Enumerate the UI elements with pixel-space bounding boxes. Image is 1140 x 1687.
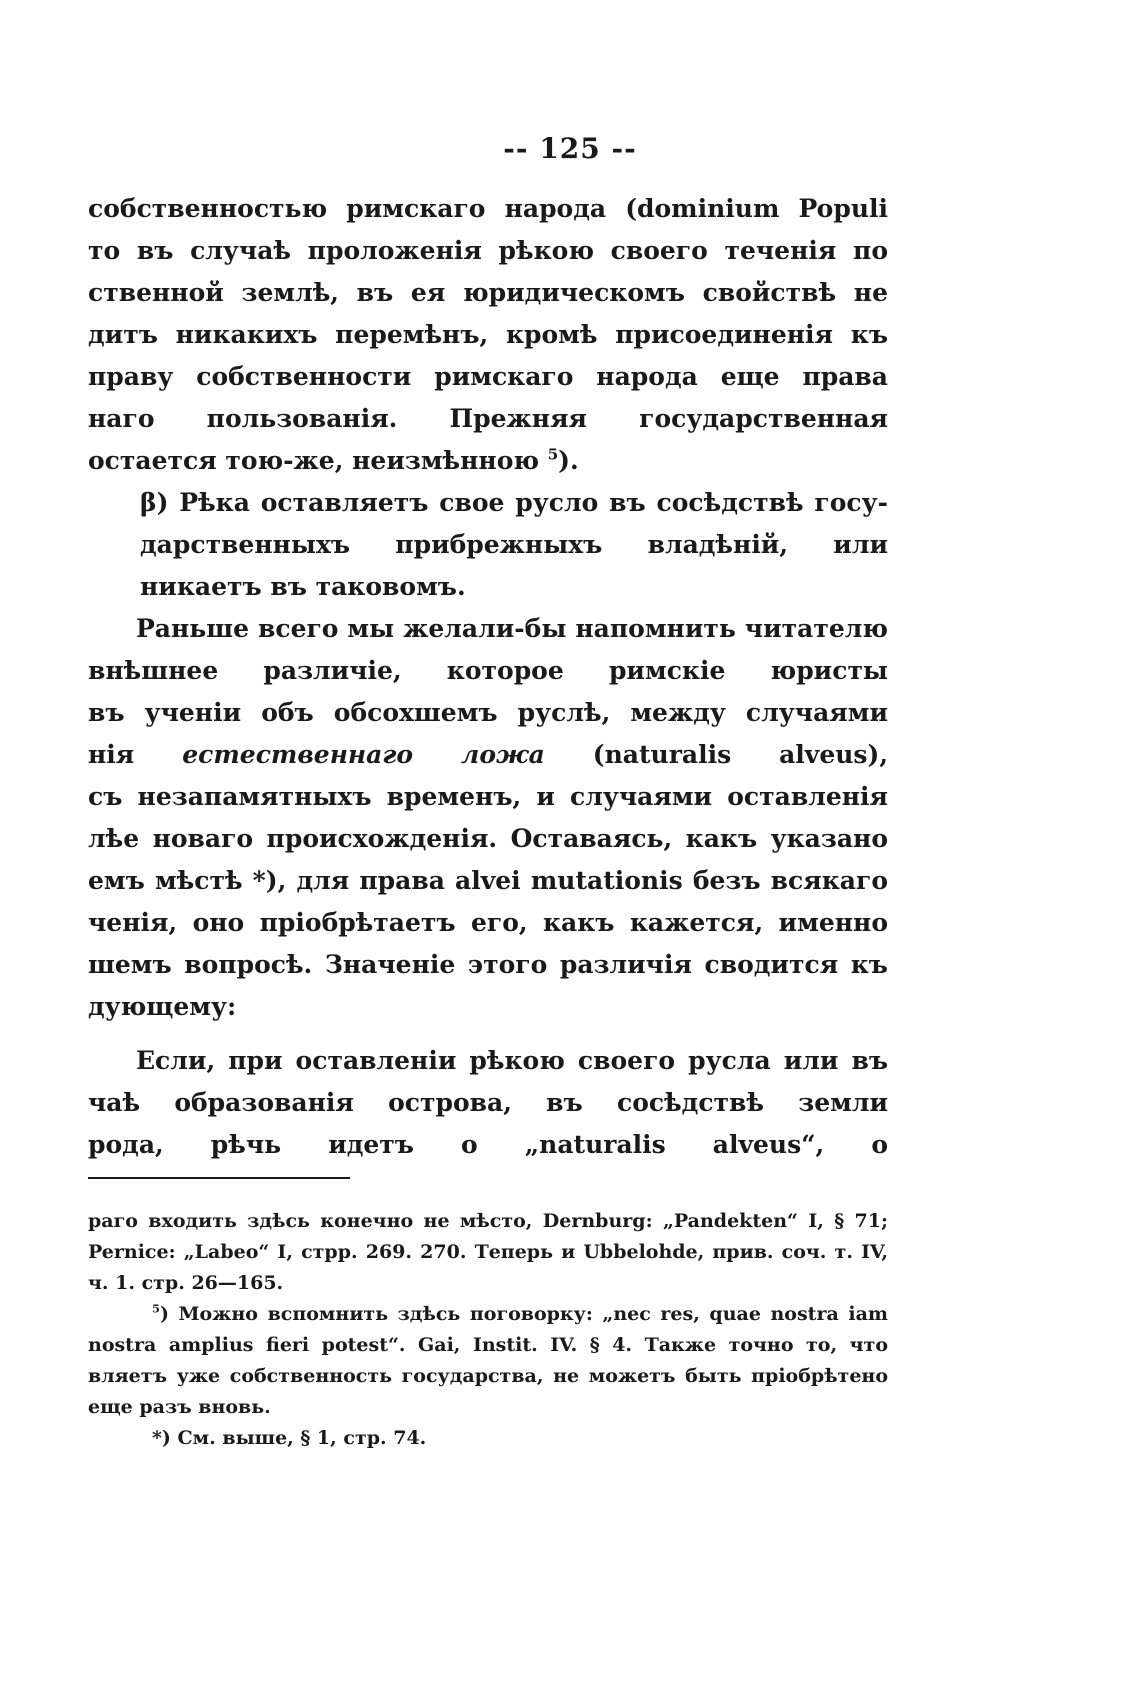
- text-line: дитъ никакихъ перемѣнъ, кромѣ присоединенія къ: [88, 320, 888, 349]
- footnote-reference: 5: [547, 445, 559, 464]
- page-number: -- 125 --: [503, 132, 637, 165]
- text-fragment: ) Можно вспомнить здѣсь поговорку: „nec res, quae nostra iam: [159, 1303, 888, 1325]
- heading-line: дарственныхъ прибрежныхъ владѣній, или: [140, 530, 888, 559]
- text-line: праву собственности римскаго народа еще права: [88, 362, 888, 391]
- footnote-line: *) См. выше, § 1, стр. 74.: [152, 1427, 427, 1449]
- footnote-line: Pernice: „Labeo“ I, стрр. 269. 270. Теперь и Ubbelohde, прив. соч. т. IV,: [88, 1241, 888, 1263]
- footnote-mark: 5: [152, 1301, 160, 1316]
- text-line: лѣе новаго происхожденія. Оставаясь, какъ указано: [88, 824, 888, 853]
- text-line: емъ мѣстѣ *), для права alvei mutationis безъ всякаго: [88, 866, 888, 895]
- text-line: ченія, оно пріобрѣтаетъ его, какъ кажется, именно: [88, 908, 888, 937]
- text-line: [88, 440, 888, 482]
- text-fragment: нія: [88, 740, 183, 769]
- footnote-line: ч. 1. стр. 26—165.: [88, 1272, 284, 1294]
- text-line: [88, 734, 888, 776]
- footnote-line: [88, 1299, 888, 1330]
- text-line: дующему:: [88, 992, 237, 1021]
- text-line: рода, рѣчь идетъ о „naturalis alveus“, о: [88, 1130, 888, 1159]
- footnote-divider: [88, 1177, 350, 1179]
- paragraph-continuation: [88, 188, 888, 482]
- text-line: чаѣ образованія острова, въ сосѣдствѣ земли: [88, 1088, 888, 1117]
- section-heading: [140, 482, 888, 608]
- text-line: ственной землѣ, въ ея юридическомъ свойствѣ не: [88, 278, 888, 307]
- text-fragment: ).: [558, 446, 579, 475]
- text-line: наго пользованія. Прежняя государственная: [88, 404, 888, 433]
- footnote-line: вляетъ уже собственность государства, не можетъ быть пріобрѣтено: [88, 1365, 888, 1387]
- text-line: собственностью римскаго народа (dominium Populi: [88, 194, 888, 223]
- footnote-line: еще разъ вновь.: [88, 1396, 271, 1418]
- paragraph: [88, 1040, 888, 1166]
- text-fragment: (naturalis alveus),: [592, 740, 888, 769]
- text-line: въ ученіи объ обсохшемъ руслѣ, между случаями: [88, 698, 888, 727]
- text-fragment: остается тою-же, неизмѣнною: [88, 446, 548, 475]
- text-line: то въ случаѣ проложенія рѣкою своего теченія по: [88, 236, 888, 265]
- heading-line: никаетъ въ таковомъ.: [140, 572, 466, 601]
- text-line: съ незапамятныхъ временъ, и случаями оставленія: [88, 782, 888, 811]
- paragraph: [88, 608, 888, 1028]
- italic-term: естественнаго ложа: [182, 740, 545, 769]
- heading-line: β) Рѣка оставляетъ свое русло въ сосѣдствѣ госу-: [140, 488, 888, 517]
- text-line: шемъ вопросѣ. Значеніе этого различія сводится къ: [88, 950, 888, 979]
- text-line: Если, при оставленіи рѣкою своего русла или въ: [136, 1046, 888, 1075]
- text-line: Раньше всего мы желали-бы напомнить читателю: [136, 614, 888, 643]
- footnote-line: раго входить здѣсь конечно не мѣсто, Dernburg: „Pandekten“ I, § 71;: [88, 1210, 888, 1232]
- footnote-line: nostra amplius fieri potest“. Gai, Instit. IV. § 4. Также точно то, что: [88, 1334, 888, 1356]
- footnotes: [88, 1206, 888, 1454]
- text-line: внѣшнее различіе, которое римскіе юристы: [88, 656, 888, 685]
